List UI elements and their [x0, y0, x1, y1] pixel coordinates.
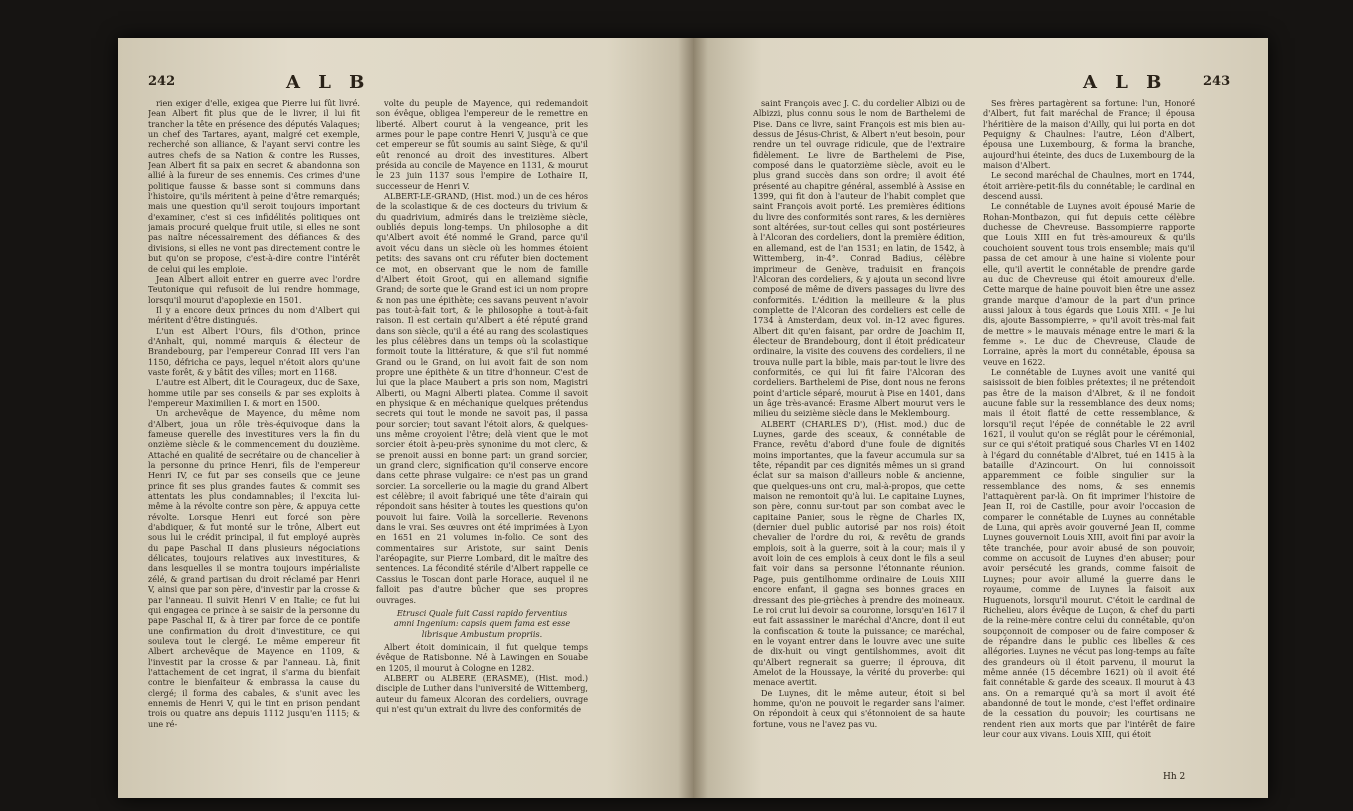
page-number: 242 — [148, 74, 176, 89]
page-number: 243 — [1203, 74, 1231, 89]
paragraph: Un archevêque de Mayence, du même nom d'Albert, joua un rôle très-équivoque dans la fameuse querelle des investitures vers la fin du onzième siècle & le commencement du douzième. Attaché en qualité de secrétaire ou de chancelier à la personne du prince Henri, fils de l'empereur Henri IV, ce fut par ses conseils que ce jeune prince fit ses plus grandes fautes & commit ses attentats les plus condamnables; il l'excita lui-même à la révolte contre son père, & appuya cette révolte. Lorsque Henri eut forcé son père d'abdiquer, & fut monté sur le trône, Albert eut sous lui le crédit principal, il fut employé auprès du pape Paschal II dans plusieurs négociations délicates, toujours relatives aux investitures, & dans lesquelles il se montra toujours impérialiste zélé, & grand partisan du droit réclamé par Henri V, ainsi que par son père, d'investir par la crosse & par l'anneau. Il suivit Henri V en Italie; ce fut lui qui engagea ce prince à se saisir de la personne du pape Paschal II, & à tirer par force de ce pontife une confirmation du droit d'investiture, ce qui souleva tout le clergé. Le même empereur fit Albert archevêque de Mayence en 1109, & l'investit par la crosse & par l'anneau. Là, finit l'attachement de cet ingrat, il s'arma du bienfait contre le bienfaiteur & embrassa la cause du clergé; il forma des cabales, & s'unit avec les ennemis de Henri V, qui le tint en prison pendant trois ou quatre ans depuis 1112 jusqu'en 1115; & une ré- — [148, 408, 360, 729]
text-column-2 — [983, 98, 1195, 766]
paragraph: L'un est Albert l'Ours, fils d'Othon, prince d'Anhalt, qui, nommé marquis & électeur de Brandebourg, par l'empereur Conrad III vers l'an 1150, défricha ce pays, lequel n'étoit alors qu'une vaste forêt, & y bâtit des villes; mort en 1168. — [148, 325, 360, 377]
text-column-1 — [753, 98, 965, 788]
paragraph: ALBERT-LE-GRAND, (Hist. mod.) un de ces héros de la scolastique & de ces docteurs du trivium & du quadrivium, admirés dans le treizième siècle, oubliés depuis long-temps. Un philosophe a dit qu'Albert avoit été nommé le Grand, parce qu'il avoit vécu dans un siècle où les hommes étoient petits: des savans ont cru réfuter bien doctement ce mot, en observant que le nom de famille d'Albert étoit Groot, qui en allemand signifie Grand; de sorte que le Grand est ici un nom propre & non pas une épithète; ces savans peuvent n'avoir pas tout-à-fait tort, & le philosophe a tout-à-fait raison. Il est certain qu'Albert a été réputé grand dans son siècle, qu'il a été au rang des scolastiques les plus célèbres dans un temps où la scolastique formoit toute la littérature, & que s'il fut nommé Grand ou le Grand, on lui avoit fait de son nom propre une épithète & un titre d'honneur. C'est de lui que la place Maubert a pris son nom, Magistri Alberti, ou Magni Alberti platea. Comme il savoit en physique & en méchanique quelques prétendus secrets qui tout le monde ne savoit pas, il passa pour sorcier; tout savant l'étoit alors, & quelques-uns même croyoient l'être; delà vient que le mot sorcier étoit à-peu-près synonime du mot clerc, & se prenoit aussi en bonne part: un grand sorcier, un grand clerc, signification qu'il conserve encore dans cette phrase vulgaire: ce n'est pas un grand sorcier. La sorcellerie ou la magie du grand Albert est célèbre; il avoit fabriqué une tête d'airain qui répondoit sans hésiter à toutes les questions qu'on pouvoit lui faire. Voilà la sorcellerie. Revenons dans le vrai. Ses œuvres ont été imprimées à Lyon en 1651 en 21 volumes in-folio. Ce sont des commentaires sur Aristote, sur saint Denis l'aréopagite, sur Pierre Lombard, dit le maître des sentences. La fécondité stérile d'Albert rappelle ce Cassius le Toscan dont parle Horace, auquel il ne falloit pas d'autre bûcher que ses propres ouvrages. — [376, 191, 588, 605]
text-column-2 — [376, 98, 588, 788]
paragraph: Le connétable de Luynes avoit épousé Marie de Rohan-Montbazon, qui fut depuis cette célèbre duchesse de Chevreuse. Bassompierre rapporte que Louis XIII en fut très-amoureux & qu'ils couchoient souvent tous trois ensemble; mais qu'il passa de cet amour à une haine si violente pour elle, qu'il avertit le connétable de prendre garde au duc de Chevreuse qui étoit amoureux d'elle. Cette marque de haine pouvoit bien être une assez grande marque d'amour de la part d'un prince aussi jaloux à tous égards que Louis XIII. « Je lui dis, ajoute Bassompierre, » qu'il avoit très-mal fait de mettre » le mauvais ménage entre le mari & la femme ». Le duc de Chevreuse, Claude de Lorraine, après la mort du connétable, épousa sa veuve en 1622. — [983, 201, 1195, 367]
paragraph: L'autre est Albert, dit le Courageux, duc de Saxe, homme utile par ses conseils & par ses exploits à l'empereur Maximilien I. & mort en 1500. — [148, 377, 360, 408]
verse-quote: Etrusci Quale fuit Cassi rapido ferventius amni Ingenium: capsis quem fama est esse librisque Ambustum propriis. — [393, 607, 571, 639]
running-head: A L B — [286, 72, 371, 93]
running-head: A L B — [1083, 72, 1168, 93]
paragraph: ALBERT (CHARLES D'), (Hist. mod.) duc de Luynes, garde des sceaux, & connétable de France, revêtu d'abord d'une foule de dignités moins importantes, que la faveur accumula sur sa tête, répandit par ces dignités mêmes un si grand éclat sur sa maison d'ailleurs noble & ancienne, que quelques-uns ont cru, mal-à-propos, que cette maison ne remontoit qu'à lui. Le capitaine Luynes, son père, connu sur-tout par son combat avec le capitaine Panier, sous le règne de Charles IX, (dernier duel public autorisé par nos rois) étoit chevalier de l'ordre du roi, & revêtu de grands emplois, soit à la guerre, soit à la cour; mais il y avoit loin de ces emplois à ceux dont le fils a seul fait voir dans sa personne l'étonnante réunion. Page, puis gentilhomme ordinaire de Louis XIII encore enfant, il gagna ses bonnes graces en dressant des pie-grièches à prendre des moineaux. Le roi crut lui devoir sa couronne, lorsqu'en 1617 il eut fait assassiner le maréchal d'Ancre, dont il eut la confiscation & toute la puissance; ce maréchal, en le voyant entrer dans le louvre avec une suite de dix-huit ou vingt gentilshommes, avoit dit qu'Albert regnerait sa guerre; il éprouva, dit Amelot de la Houssaye, la vérité du proverbe: qui menace avertit. — [753, 418, 965, 688]
paragraph: Le second maréchal de Chaulnes, mort en 1744, étoit arrière-petit-fils du connétable; le cardinal en descend aussi. — [983, 170, 1195, 202]
paragraph: ALBERT ou ALBERE (ERASME), (Hist. mod.) disciple de Luther dans l'université de Wittemberg, auteur du fameux Alcoran des cordeliers, ouvrage qui n'est qu'un extrait du livre des conformités de — [376, 672, 588, 714]
paragraph: rien exiger d'elle, exigea que Pierre lui fût livré. Jean Albert fit plus que de le livrer, il lui fit trancher la tête en présence des députés Valaques; un chef des Tartares, ayant, malgré cet exemple, recherché son alliance, & l'ayant servi contre les autres chefs de sa Nation & contre les Russes, Jean Albert fit sa paix en secret & abandonna son allié à la fureur de ses ennemis. Ces crimes d'une politique fausse & basse sont si communs dans l'histoire, qu'ils méritent à peine d'être remarqués; mais une question qu'il seroit toujours important d'examiner, c'est si ces infidélités politiques ont jamais procuré quelque fruit utile, si elles ne sont pas naître nécessairement des défiances & des divisions, si elles ne vont pas directement contre le but qu'on se propose, c'est-à-dire contre l'intérêt de celui qui les emploie. — [148, 98, 360, 274]
paragraph: Jean Albert alloit entrer en guerre avec l'ordre Teutonique qui refusoit de lui rendre hommage, lorsqu'il mourut d'apoplexie en 1501. — [148, 273, 360, 305]
book-gutter — [678, 38, 708, 798]
right-page — [693, 38, 1268, 798]
paragraph: Le connétable de Luynes avoit une vanité qui saisissoit de bien foibles prétextes; il ne prétendoit pas être de la maison d'Albret, & il ne fondoit aucune fable sur la ressemblance des deux noms; mais il étoit flatté de cette ressemblance, & lorsqu'il reçut l'épée de connétable le 22 avril 1621, il voulut qu'on se réglât pour le cérémonial, sur ce qui s'étoit pratiqué sous Charles VI en 1402 à l'égard du connétable d'Albret, tué en 1415 à la bataille d'Azincourt. On lui connoissoit apparemment ce foible singulier sur la ressemblance des noms, & ses ennemis l'attaquèrent par-là. On fit imprimer l'histoire de Jean II, roi de Castille, pour avoir l'occasion de comparer le connétable de Luynes au connétable de Luna, qui après avoir gouverné Jean II, comme Luynes gouvernoit Louis XIII, avoit fini par avoir la tête tranchée, pour avoir abusé de son pouvoir, comme on accusoit de Luynes d'en abuser; pour avoir persécuté les grands, comme faisoit de Luynes; pour avoir allumé la guerre dans le royaume, comme de Luynes la faisoit aux Huguenots, lorsqu'il mourut. C'étoit le cardinal de Richelieu, alors évêque de Luçon, & chef du parti de la reine-mère contre celui du connétable, qu'on soupçonnoit de composer ou de faire composer & de répandre dans le public ces libelles & ces allégories. Luynes ne vécut pas long-temps au faîte des grandeurs où il étoit parvenu, il mourut la même année (15 décembre 1621) où il avoit été fait connétable & garde des sceaux. Il mourut à 43 ans. On a remarqué qu'à sa mort il avoit été abandonné de tout le monde, c'est l'effet ordinaire de la cessation du pouvoir; les courtisans ne rendent rien aux morts que par l'intérêt de faire leur cour aux vivans. Louis XIII, qui étoit — [983, 366, 1195, 739]
catchword: Hh 2 — [1163, 772, 1186, 782]
text-column-1 — [148, 98, 360, 788]
paragraph: Ses frères partagèrent sa fortune: l'un, Honoré d'Albert, fut fait maréchal de France; il épousa l'héritière de la maison d'Ailly, qui lui porta en dot Pequigny & Chaulnes: l'autre, Léon d'Albert, épousa une Luxembourg, & forma la branche, aujourd'hui éteinte, des ducs de Luxembourg de la maison d'Albert. — [983, 98, 1195, 171]
paragraph: volte du peuple de Mayence, qui redemandoit son évêque, obligea l'empereur de le remettre en liberté. Albert courut à la vengeance, prit les armes pour le pape contre Henri V, jusqu'à ce que cet empereur se fût soumis au saint Siège, & qu'il eût renoncé au droit des investitures. Albert présida au concile de Mayence en 1131, & mourut le 23 juin 1137 sous l'empire de Lothaire II, successeur de Henri V. — [376, 98, 588, 191]
paragraph: Il y a encore deux princes du nom d'Albert qui méritent d'être distingués. — [148, 304, 360, 326]
book-spread — [118, 38, 1268, 798]
paragraph: Albert étoit dominicain, il fut quelque temps évêque de Ratisbonne. Né à Lawingen en Souabe en 1205, il mourut à Cologne en 1282. — [376, 641, 588, 673]
paragraph: saint François avec J. C. du cordelier Albizi ou de Albizzi, plus connu sous le nom de Barthelemi de Pise. Dans ce livre, saint François est mis bien au-dessus de Jésus-Christ, & Albert n'eut besoin, pour rendre un tel ouvrage ridicule, que de l'extraire fidèlement. Le livre de Barthelemi de Pise, composé dans le quatorzième siècle, avoit eu le plus grand succès dans son ordre; il avoit été présenté au chapitre général, assemblé à Assise en 1399, qui fit don à l'auteur de l'habit complet que saint François avoit porté. Les premières éditions du livre des conformités sont rares, & les dernières sont altérées, sur-tout celles qui sont postérieures à l'Alcoran des cordeliers, dont la première édition, en allemand, est de l'an 1531; en latin, de 1542, à Wittemberg, in-4°. Conrad Badius, célèbre imprimeur de Genève, traduisit en françois l'Alcoran des cordeliers, & y ajouta un second livre composé de même de divers passages du livre des conformités. L'édition la meilleure & la plus complette de l'Alcoran des cordeliers est celle de 1734 à Amsterdam, deux vol. in-12 avec figures. Albert dit qu'en faisant, par ordre de Joachim II, électeur de Brandebourg, dont il étoit prédicateur ordinaire, la visite des couvens des cordeliers, il ne trouva nulle part la bible, mais par-tout le livre des conformités, ce qui lui fit faire l'Alcoran des cordeliers. Barthelemi de Pise, dont nous ne ferons point d'article séparé, mourut à Pise en 1401, dans un âge très-avancé: Erasme Albert mourut vers le milieu du seizième siècle dans le Meklembourg. — [753, 98, 965, 419]
left-page — [118, 38, 693, 798]
paragraph: De Luynes, dit le même auteur, étoit si bel homme, qu'on ne pouvoit le regarder sans l'aimer. On répondoit à ceux qui s'étonnoient de sa haute fortune, vous ne l'avez pas vu. — [753, 687, 965, 729]
